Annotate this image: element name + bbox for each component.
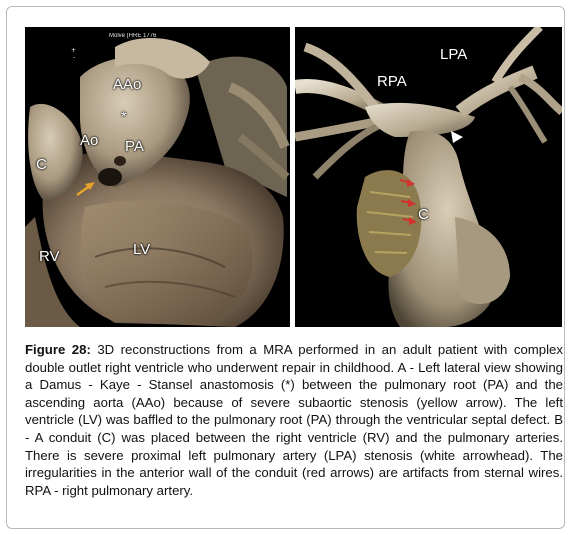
label-c: C — [36, 156, 47, 173]
heart-3d-rendering — [25, 27, 290, 327]
caption-text: 3D reconstructions from a MRA performed in an adult patient with complex double outlet right ventricle who underwent repair in childhood. A - Left lateral view showing a Damus - Kaye - Stansel anastomosis (*) between the pulmonary root (PA) and the ascending aorta (AAo) because of severe subaortic stenosis (yellow arrow). The left ventricle (LV) was baffled to the pulmonary root (PA) through the ventricular septal defect. B - A conduit (C) was placed between the right ventricle (RV) and the pulmonary arteries. There is severe proximal left pulmonary artery (LPA) stenosis (white arrowhead). The irregularities in the anterior wall of the conduit (red arrows) are artifacts from sternal wires. RPA - right pulmonary artery. — [25, 342, 563, 498]
label-aao: AAo — [113, 76, 142, 93]
caption-label: Figure 28: — [25, 342, 91, 357]
label-ao: Ao — [80, 132, 99, 149]
label-rpa: RPA — [377, 73, 407, 90]
label-lv: LV — [133, 241, 151, 258]
label-c-conduit: C — [418, 206, 429, 223]
white-arrowhead — [451, 131, 463, 143]
figure-frame — [6, 6, 565, 529]
label-asterisk: * — [121, 108, 127, 124]
pulmonary-arteries-3d-rendering — [295, 27, 562, 327]
panel-b-image — [295, 27, 562, 327]
svg-text:-: - — [73, 54, 76, 61]
svg-text:+: + — [71, 47, 77, 54]
panel-a-image — [25, 27, 290, 327]
image-header-text: Molve (HRE 1776 — [109, 33, 157, 39]
label-pa: PA — [125, 138, 144, 155]
label-lpa: LPA — [440, 46, 468, 63]
label-rv: RV — [39, 248, 60, 265]
figure-caption — [25, 341, 563, 499]
